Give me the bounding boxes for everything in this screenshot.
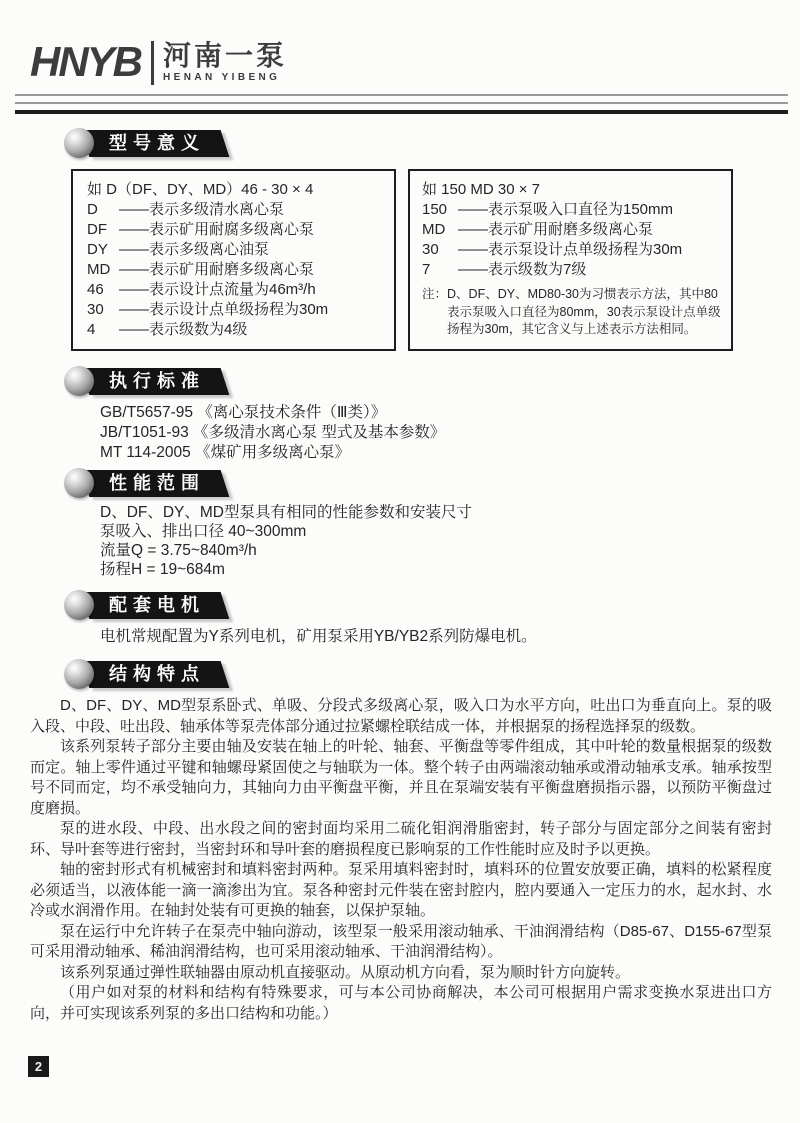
performance-line: 扬程H = 19~684m bbox=[100, 561, 225, 578]
section-title: 执行标准 bbox=[109, 370, 205, 391]
header bbox=[0, 0, 800, 90]
structure-paragraph: 泵的进水段、中段、出水段之间的密封面均采用二硫化钼润滑脂密封，转子部分与固定部分之间装有密封环、导叶套等进行密封，当密封环和导叶套的磨损程度已影响泵的工作性能时应及时予以更换。 bbox=[30, 820, 772, 858]
section-header-motor bbox=[64, 589, 800, 621]
brand-name-cn: 河南一泵 bbox=[163, 40, 288, 71]
model-definition-row bbox=[422, 200, 723, 220]
model-code: MD bbox=[422, 221, 446, 238]
header-rules bbox=[15, 94, 788, 114]
model-note bbox=[422, 286, 723, 339]
note-label: 注： bbox=[422, 287, 448, 301]
section-title: 配套电机 bbox=[109, 594, 205, 615]
section-banner bbox=[81, 592, 230, 619]
sphere-icon bbox=[64, 590, 94, 620]
model-definition-row bbox=[87, 240, 388, 260]
model-definition-row bbox=[422, 240, 723, 260]
model-code: MD bbox=[87, 261, 111, 278]
performance-list bbox=[100, 503, 800, 579]
structure-paragraph: 该系列泵通过弹性联轴器由原动机直接驱动。从原动机方向看，泵为顺时针方向旋转。 bbox=[60, 963, 631, 981]
model-desc: ——表示矿用耐腐多级离心泵 bbox=[119, 221, 315, 238]
model-desc: ——表示设计点单级扬程为30m bbox=[119, 301, 329, 318]
model-code: 30 bbox=[422, 241, 439, 258]
sphere-icon bbox=[64, 468, 94, 498]
model-code: DY bbox=[87, 241, 108, 258]
model-definition-row bbox=[87, 260, 388, 280]
model-definition-row bbox=[422, 260, 723, 280]
sphere-icon bbox=[64, 366, 94, 396]
model-definition-row bbox=[87, 200, 388, 220]
section-banner bbox=[81, 130, 230, 157]
model-desc: ——表示泵吸入口直径为150mm bbox=[458, 201, 674, 218]
model-example: 如 D（DF、DY、MD）46 - 30 × 4 bbox=[87, 181, 314, 198]
model-desc: ——表示级数为7级 bbox=[458, 261, 587, 278]
structure-paragraph: 轴的密封形式有机械密封和填料密封两种。泵采用填料密封时，填料环的位置安放要正确，填料的松紧程度必须适当，以液体能一滴一滴渗出为宜。泵各种密封元件装在密封腔内，腔内要通入一定压力的水，起水封、水冷或水润滑作用。在轴封处装有可更换的轴套，以保护泵轴。 bbox=[30, 861, 772, 919]
model-definition-row bbox=[422, 220, 723, 240]
section-banner bbox=[81, 470, 230, 497]
standard-line: GB/T5657-95 《离心泵技术条件（Ⅲ类）》 bbox=[100, 404, 387, 421]
section-header-standards bbox=[64, 365, 800, 397]
model-desc: ——表示设计点流量为46m³/h bbox=[119, 281, 316, 298]
model-code: 150 bbox=[422, 201, 448, 218]
model-definition-row bbox=[87, 320, 388, 340]
model-example: 如 150 MD 30 × 7 bbox=[422, 181, 540, 198]
page-number-badge: 2 bbox=[28, 1056, 49, 1077]
structure-paragraph: 该系列泵转子部分主要由轴及安装在轴上的叶轮、轴套、平衡盘等零件组成，其中叶轮的数量根据泵的级数而定。轴上零件通过平键和轴螺母紧固使之与轴联为一体。整个转子由两端滚动轴承或滑动轴承支承。轴承按型号不同而定，均不承受轴向力，其轴向力由平衡盘平衡，并且在泵端安装有平衡盘磨损指示器，以预防平衡盘过度磨损。 bbox=[30, 738, 772, 817]
model-boxes bbox=[71, 169, 800, 351]
model-code: 4 bbox=[87, 321, 96, 338]
model-box-diameter-code bbox=[408, 169, 733, 351]
model-code: 30 bbox=[87, 301, 104, 318]
performance-line: 流量Q = 3.75~840m³/h bbox=[100, 542, 257, 559]
logo-divider bbox=[151, 41, 154, 85]
section-banner bbox=[81, 661, 230, 688]
performance-line: 泵吸入、排出口径 40~300mm bbox=[100, 523, 307, 540]
motor-text: 电机常规配置为Y系列电机，矿用泵采用YB/YB2系列防爆电机。 bbox=[100, 628, 537, 645]
rule-thin-2 bbox=[15, 102, 788, 104]
brand-name-block bbox=[163, 40, 287, 83]
model-definition-row bbox=[87, 280, 388, 300]
model-desc: ——表示泵设计点单级扬程为30m bbox=[458, 241, 683, 258]
section-title: 型号意义 bbox=[109, 132, 205, 153]
sphere-icon bbox=[64, 659, 94, 689]
model-code: 7 bbox=[422, 261, 431, 278]
model-desc: ——表示矿用耐磨多级离心泵 bbox=[119, 261, 315, 278]
structure-paragraph: 泵在运行中允许转子在泵壳中轴向游动，该型泵一般采用滚动轴承、干油润滑结构（D85-67、D155-67型泵可采用滑动轴承、稀油润滑结构，也可采用滚动轴承、干油润滑结构）。 bbox=[30, 922, 772, 960]
model-code: DF bbox=[87, 221, 107, 238]
structure-paragraph: D、DF、DY、MD型泵系卧式、单吸、分段式多级离心泵，吸入口为水平方向，吐出口为垂直向上。泵的吸入段、中段、吐出段、轴承体等泵壳体部分通过拉紧螺栓联结成一体，并根据泵的扬程选择泵的级数。 bbox=[30, 697, 772, 735]
brand-logo: HNYB bbox=[30, 38, 142, 85]
section-banner bbox=[81, 368, 230, 395]
model-definition-row bbox=[87, 220, 388, 240]
note-text: D、DF、DY、MD80-30为习惯表示方法，其中80表示泵吸入口直径为80mm，30表示泵设计点单级扬程为30m，其它含义与上述表示方法相同。 bbox=[447, 287, 721, 336]
performance-line: D、DF、DY、MD型泵具有相同的性能参数和安装尺寸 bbox=[100, 504, 472, 521]
section-title: 结构特点 bbox=[109, 663, 205, 684]
model-desc: ——表示矿用耐磨多级离心泵 bbox=[458, 221, 654, 238]
structure-paragraphs bbox=[30, 696, 772, 1024]
section-title: 性能范围 bbox=[109, 472, 205, 493]
section-header-performance bbox=[64, 467, 800, 499]
standards-list bbox=[100, 403, 800, 463]
rule-thin-1 bbox=[15, 94, 788, 96]
sphere-icon bbox=[64, 128, 94, 158]
model-definition-row bbox=[87, 300, 388, 320]
rule-thick bbox=[15, 110, 788, 114]
section-header-model bbox=[64, 127, 800, 159]
model-box-letter-code bbox=[71, 169, 396, 351]
model-desc: ——表示多级清水离心泵 bbox=[119, 201, 285, 218]
brand-name-en: HENAN YIBENG bbox=[163, 72, 281, 83]
model-desc: ——表示级数为4级 bbox=[119, 321, 248, 338]
model-code: 46 bbox=[87, 281, 104, 298]
section-header-structure bbox=[64, 658, 800, 690]
structure-paragraph: （用户如对泵的材料和结构有特殊要求，可与本公司协商解决，本公司可根据用户需求变换水泵进出口方向，并可实现该系列泵的多出口结构和功能。） bbox=[30, 984, 772, 1022]
model-desc: ——表示多级离心油泵 bbox=[119, 241, 270, 258]
standard-line: JB/T1051-93 《多级清水离心泵 型式及基本参数》 bbox=[100, 424, 446, 441]
standard-line: MT 114-2005 《煤矿用多级离心泵》 bbox=[100, 444, 351, 461]
model-code: D bbox=[87, 201, 98, 218]
